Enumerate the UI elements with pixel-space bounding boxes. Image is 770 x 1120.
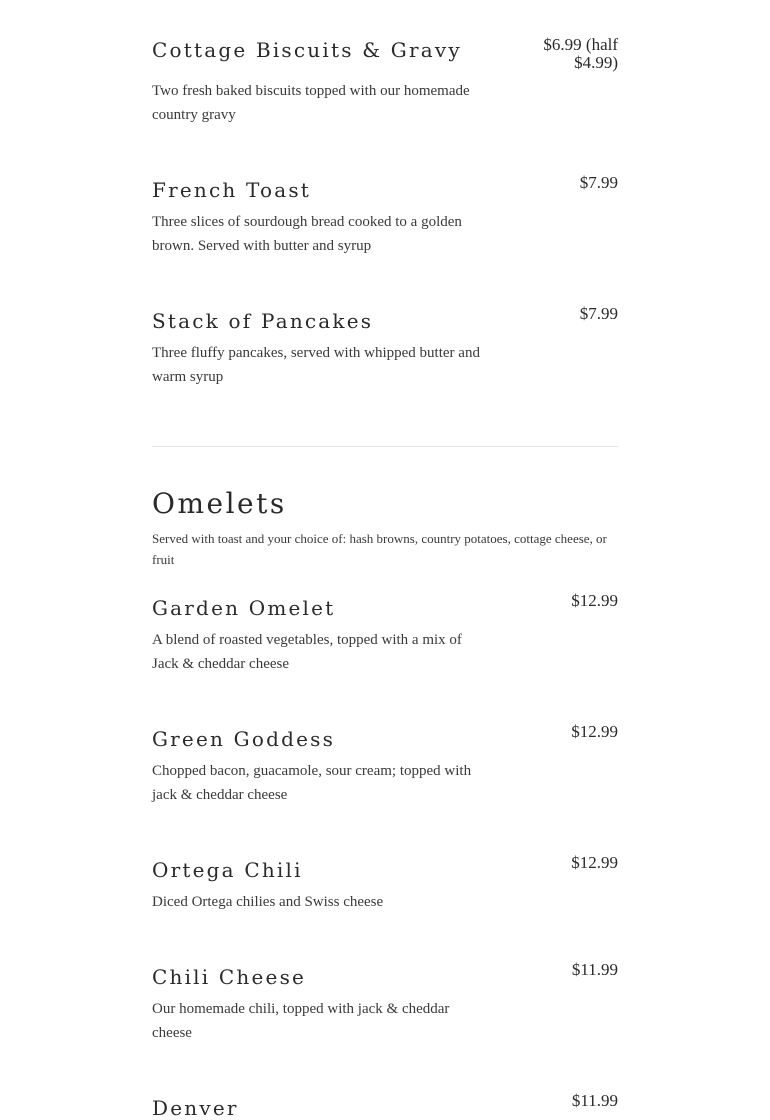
menu-item-name: French Toast — [152, 178, 312, 202]
menu-item-price: $12.99 — [571, 853, 618, 872]
menu-item-price: $11.99 — [571, 1091, 618, 1110]
menu-item-price: $12.99 — [571, 591, 618, 610]
menu-item-description: Two fresh baked biscuits topped with our homemade country gravy — [152, 83, 470, 123]
menu-item-description: Diced Ortega chilies and Swiss cheese — [152, 894, 384, 910]
menu-item-name: Chili Cheese — [152, 965, 307, 989]
menu-item-description: A blend of roasted vegetables, topped with a mix of Jack & cheddar cheese — [152, 632, 462, 672]
menu-item-name: Garden Omelet — [152, 596, 336, 620]
menu-item-description: Our homemade chili, topped with jack & cheddar cheese — [152, 1001, 450, 1041]
menu-item-price: $7.99 — [579, 304, 618, 323]
menu-item-price: $6.99 (half $4.99) — [543, 35, 618, 72]
menu-item-name: Denver — [152, 1096, 239, 1120]
menu-item-price: $7.99 — [579, 173, 618, 192]
menu-item-description: Three slices of sourdough bread cooked to a golden brown. Served with butter and syrup — [152, 214, 462, 254]
section-title-omelets: Omelets — [152, 487, 287, 520]
section-divider — [152, 446, 618, 447]
section-note: Served with toast and your choice of: hash browns, country potatoes, cottage cheese, or fruit — [152, 531, 607, 567]
menu-item-description: Three fluffy pancakes, served with whipped butter and warm syrup — [152, 345, 480, 385]
menu-item-name: Green Goddess — [152, 727, 336, 751]
menu-item-name: Ortega Chili — [152, 858, 303, 882]
menu-item-price: $12.99 — [571, 722, 618, 741]
menu-item-name: Cottage Biscuits & Gravy — [152, 38, 462, 62]
menu-item-name: Stack of Pancakes — [152, 309, 374, 333]
menu-item-description: Chopped bacon, guacamole, sour cream; topped with jack & cheddar cheese — [152, 763, 472, 803]
menu-item-price: $11.99 — [571, 960, 618, 979]
